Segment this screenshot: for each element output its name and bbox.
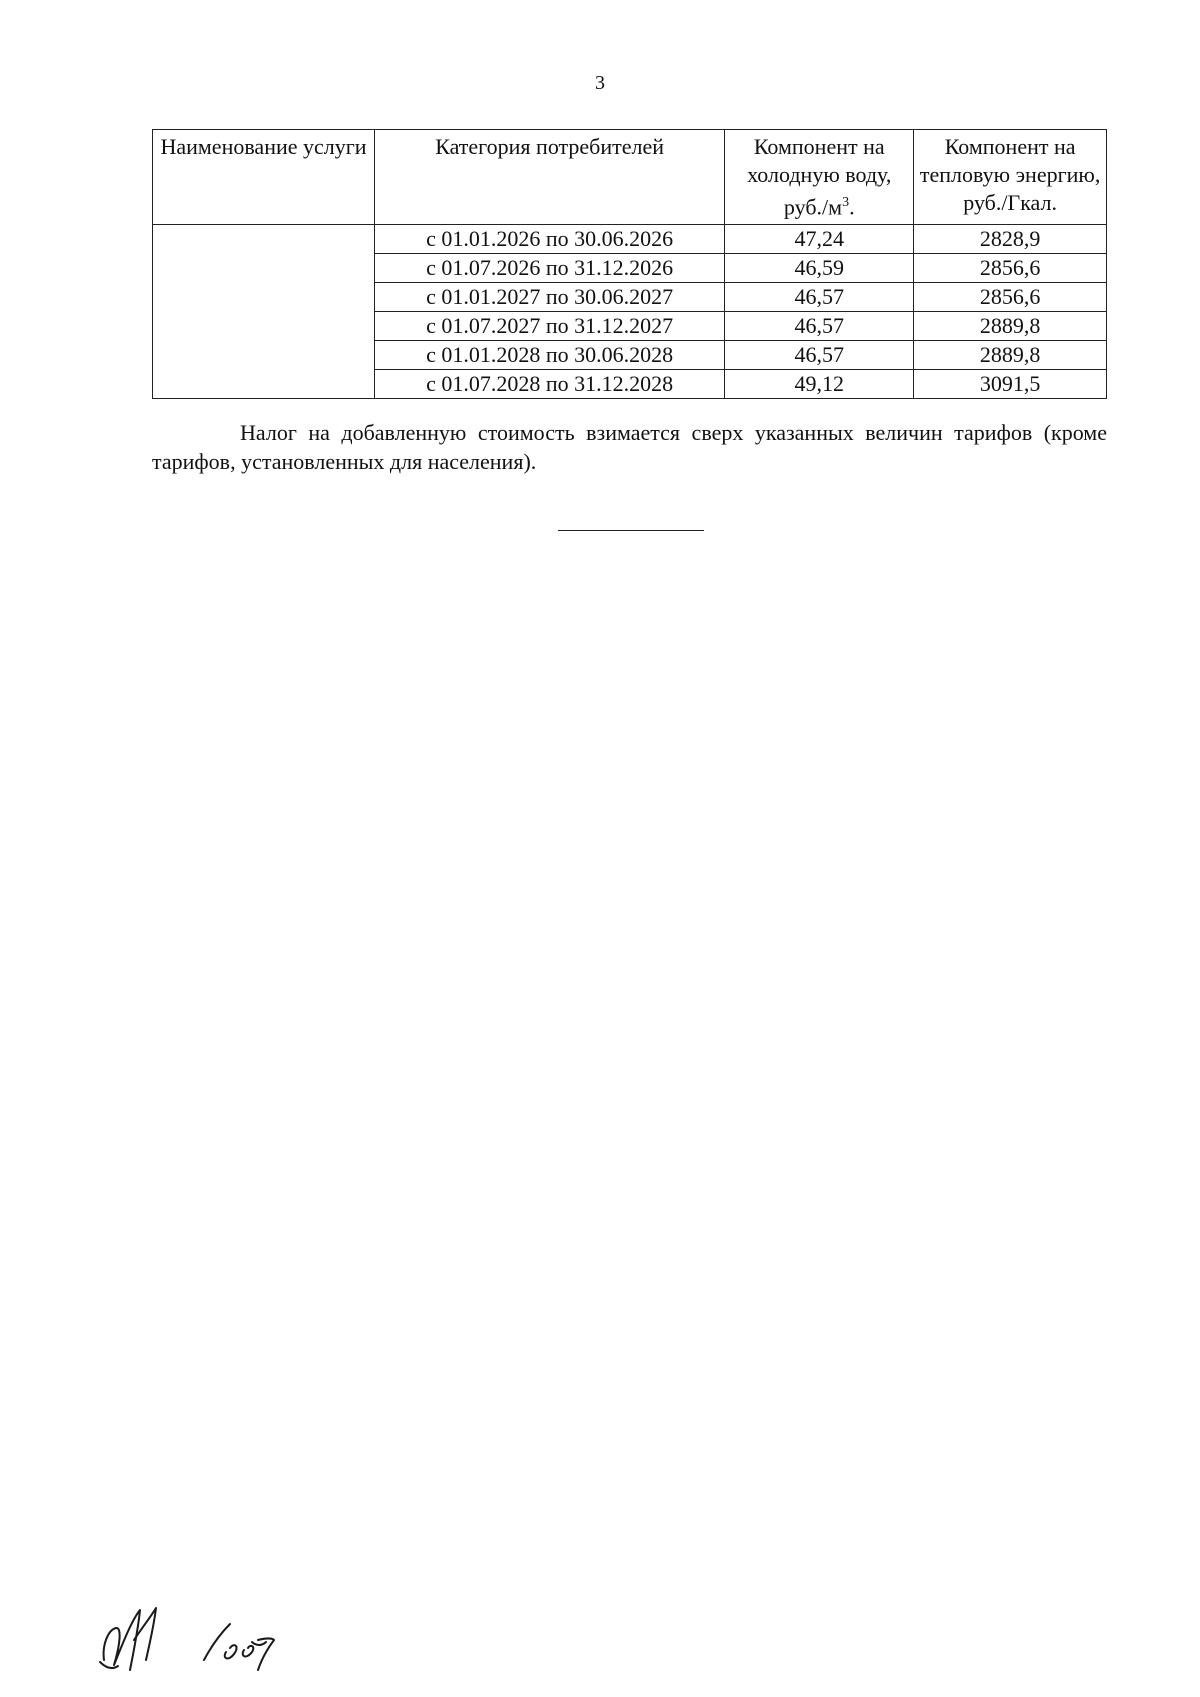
cold-water-cell: 46,57 <box>725 312 914 341</box>
handwritten-signature-icon <box>94 1590 334 1680</box>
vat-note: Налог на добавленную стоимость взимается сверх указанных величин тарифов (кроме тарифов, установленных для населения). <box>152 420 1107 474</box>
heat-cell: 2889,8 <box>914 341 1107 370</box>
header-service-name: Наименование услуги <box>153 130 375 225</box>
period-cell: с 01.01.2026 по 30.06.2026 <box>375 225 725 254</box>
header-cold-water-label: Компонент на холодную воду, руб./м <box>747 134 892 220</box>
heat-cell: 2889,8 <box>914 312 1107 341</box>
period-cell: с 01.07.2026 по 31.12.2026 <box>375 254 725 283</box>
heat-cell: 3091,5 <box>914 370 1107 399</box>
tariff-table <box>152 129 1107 399</box>
header-cold-water-component <box>725 130 914 225</box>
table-row <box>153 225 1107 254</box>
cold-water-cell: 49,12 <box>725 370 914 399</box>
period-cell: с 01.01.2028 по 30.06.2028 <box>375 341 725 370</box>
table-header-row <box>153 130 1107 225</box>
cold-water-cell: 46,57 <box>725 283 914 312</box>
cold-water-cell: 46,59 <box>725 254 914 283</box>
heat-cell: 2828,9 <box>914 225 1107 254</box>
header-cold-water-unit-power: 3 <box>842 195 850 210</box>
cold-water-cell: 46,57 <box>725 341 914 370</box>
period-cell: с 01.07.2027 по 31.12.2027 <box>375 312 725 341</box>
header-cold-water-tail: . <box>849 194 855 220</box>
period-cell: с 01.01.2027 по 30.06.2027 <box>375 283 725 312</box>
header-consumer-category: Категория потребителей <box>375 130 725 225</box>
end-divider <box>558 530 704 531</box>
header-heat-component: Компонент на тепловую энергию, руб./Гкал. <box>914 130 1107 225</box>
heat-cell: 2856,6 <box>914 283 1107 312</box>
cold-water-cell: 47,24 <box>725 225 914 254</box>
heat-cell: 2856,6 <box>914 254 1107 283</box>
page-number: 3 <box>595 72 605 94</box>
period-cell: с 01.07.2028 по 31.12.2028 <box>375 370 725 399</box>
service-name-cell <box>153 225 375 399</box>
